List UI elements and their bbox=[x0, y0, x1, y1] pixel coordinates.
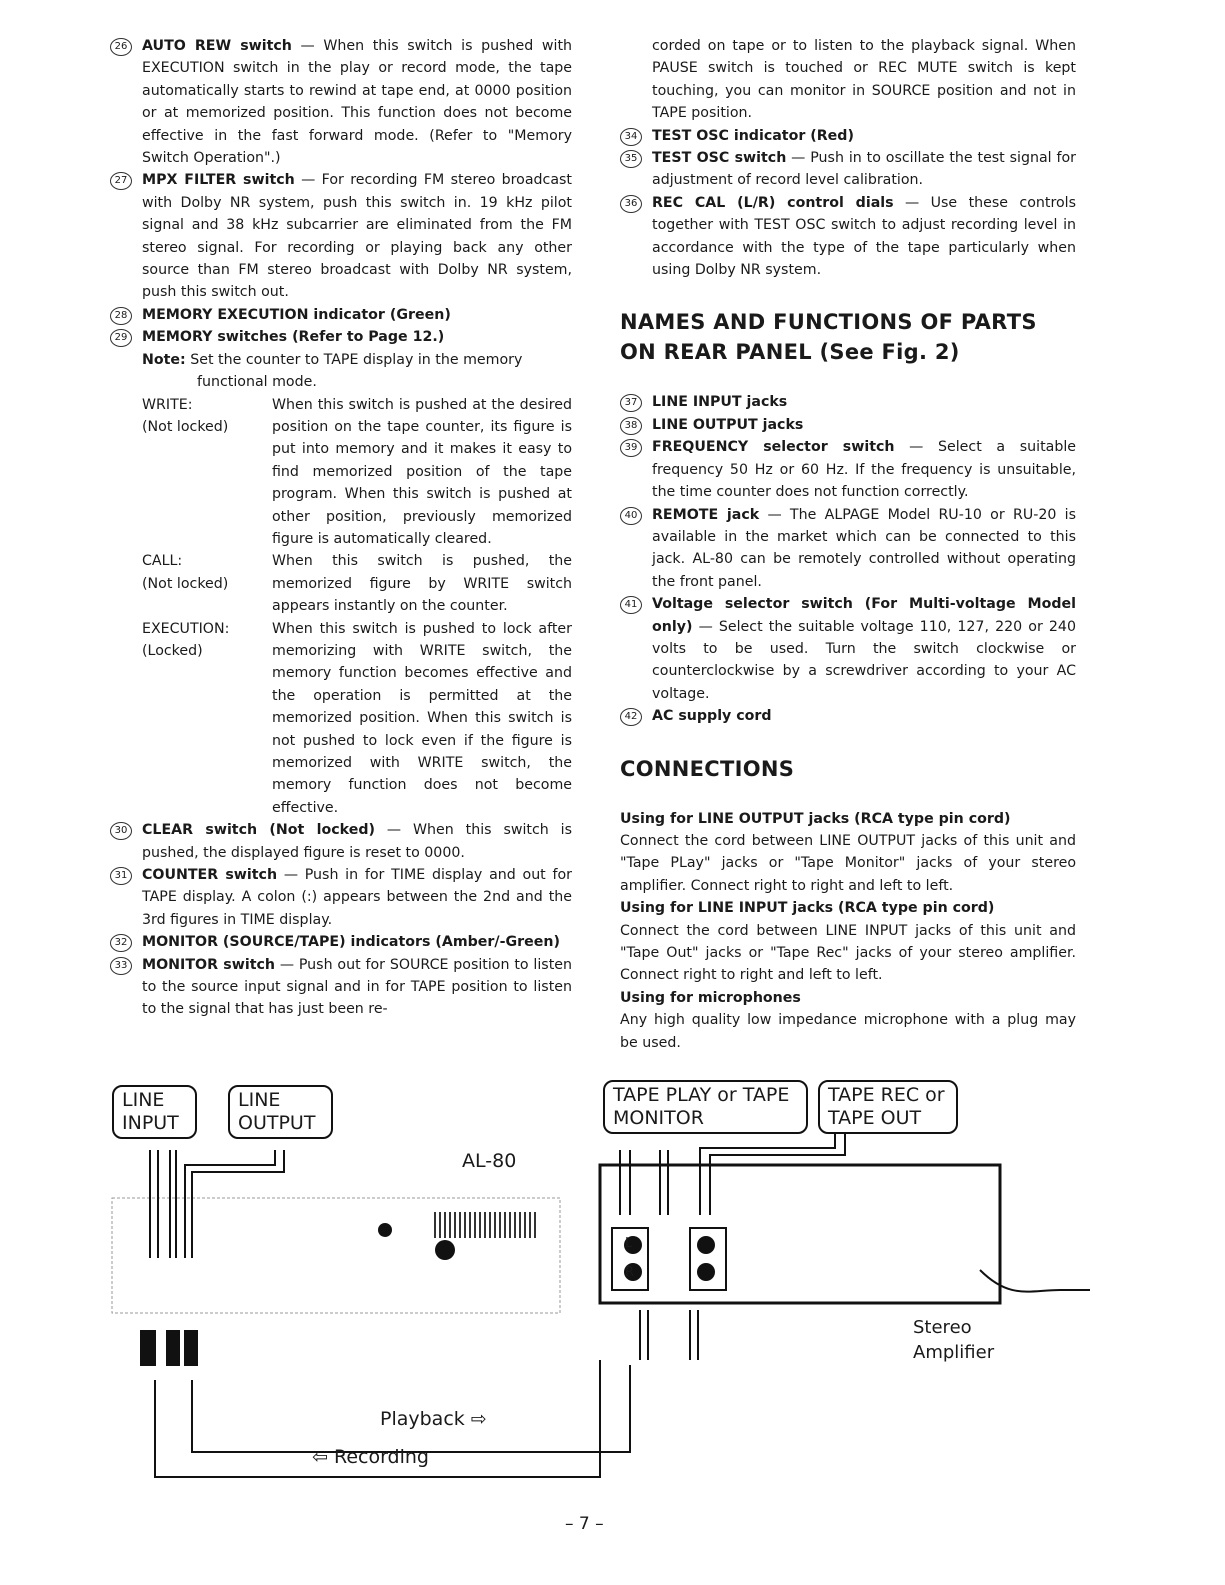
subheading-microphones: Using for microphones bbox=[620, 989, 801, 1006]
item-title: REC CAL (L/R) control dials bbox=[652, 194, 894, 211]
item-number: 26 bbox=[110, 38, 132, 56]
label-model: AL-80 bbox=[462, 1150, 517, 1172]
item-title: MONITOR (SOURCE/TAPE) indicators (Amber/-Green) bbox=[142, 934, 560, 951]
item-number: 28 bbox=[110, 307, 132, 325]
item-number: 35 bbox=[620, 150, 642, 168]
label-playback bbox=[380, 1408, 487, 1430]
item-number: 27 bbox=[110, 172, 132, 190]
al80-rear-panel bbox=[112, 1198, 560, 1313]
item-number: 41 bbox=[620, 596, 642, 614]
paragraph-microphones: Any high quality low impedance microphone with a plug may be used. bbox=[620, 1012, 1076, 1051]
paragraph-line-input: Connect the cord between LINE INPUT jacks of this unit and "Tape Out" jacks or "Tape Rec" jacks of your stereo amplifier. Connect right to right and left to left. bbox=[620, 922, 1076, 984]
mode-lock: (Not locked) bbox=[142, 575, 229, 592]
mode-name: EXECUTION: bbox=[142, 620, 230, 637]
label-tape-play: TAPE PLAY or TAPE MONITOR bbox=[603, 1080, 808, 1134]
item-text: — Push in to oscillate the test signal for adjustment of record level calibration. bbox=[652, 150, 1076, 189]
item-number: 39 bbox=[620, 439, 642, 457]
jack-label-l: L bbox=[625, 1236, 633, 1251]
item-title: MPX FILTER switch bbox=[142, 172, 295, 189]
item-title: REMOTE jack bbox=[652, 506, 760, 523]
page-number: – 7 – bbox=[565, 1514, 604, 1534]
item-number: 34 bbox=[620, 128, 642, 146]
item-title: AC supply cord bbox=[652, 708, 772, 725]
item-text: — For recording FM stereo broadcast with Dolby NR system, push this switch in. 19 kHz pilot signal and 38 kHz subcarrier are eliminated from the FM stereo signal. For recording or playing back any other source than FM stereo broadcast with Dolby NR system, push this switch out. bbox=[142, 172, 572, 301]
mode-desc: When this switch is pushed, the memorized figure by WRITE switch appears instantly on the counter. bbox=[272, 553, 572, 615]
note-label: Note: bbox=[142, 351, 186, 368]
subheading-line-output: Using for LINE OUTPUT jacks (RCA type pin cord) bbox=[620, 810, 1011, 827]
arrow-right-icon: ⇨ bbox=[470, 1408, 487, 1430]
item-title: LINE OUTPUT jacks bbox=[652, 416, 804, 433]
item-title: MEMORY switches (Refer to Page 12.) bbox=[142, 329, 445, 346]
item-title: MONITOR switch bbox=[142, 956, 275, 973]
paragraph-line-output: Connect the cord between LINE OUTPUT jacks of this unit and "Tape PLay" jacks or "Tape Monitor" jacks of your stereo amplifier. Connect right to right and left to left. bbox=[620, 832, 1076, 894]
item-number: 32 bbox=[110, 934, 132, 952]
item-title: Voltage selector switch (For Multi-voltage Model only) bbox=[652, 596, 1076, 635]
label-line-output: LINE OUTPUT bbox=[228, 1085, 333, 1139]
mode-name: WRITE: bbox=[142, 396, 193, 413]
note-text: Set the counter to TAPE display in the memory bbox=[185, 351, 523, 368]
mode-lock: (Locked) bbox=[142, 642, 203, 659]
section-heading-connections: CONNECTIONS bbox=[620, 756, 795, 781]
item-title: LINE INPUT jacks bbox=[652, 394, 788, 411]
item-title: AUTO REW switch bbox=[142, 38, 292, 54]
item-title: MEMORY EXECUTION indicator (Green) bbox=[142, 306, 451, 323]
item-number: 30 bbox=[110, 822, 132, 840]
frequency-selector-knob bbox=[435, 1240, 455, 1260]
item-text: — When this switch is pushed with EXECUTION switch in the play or record mode, the tape automatically starts to rewind at tape end, at 0000 position or at memorized position. This function does not become effective in the fast forward mode. (Refer to "Memory Switch Operation".) bbox=[142, 38, 572, 167]
item-number: 29 bbox=[110, 329, 132, 347]
subheading-line-input: Using for LINE INPUT jacks (RCA type pin cord) bbox=[620, 900, 995, 917]
recording-text: Recording bbox=[333, 1446, 429, 1468]
label-line-input: LINE INPUT bbox=[112, 1085, 197, 1139]
item-text: — Select a suitable frequency 50 Hz or 60 Hz. If the frequency is unsuitable, the time counter does not function correctly. bbox=[652, 439, 1076, 501]
item-number: 42 bbox=[620, 708, 642, 726]
item-title: CLEAR switch (Not locked) bbox=[142, 822, 375, 839]
item-number: 40 bbox=[620, 507, 642, 525]
item-text: — The ALPAGE Model RU-10 or RU-20 is available in the market which can be connected to this jack. AL-80 can be remotely controlled without operating the front panel. bbox=[652, 506, 1076, 590]
mode-lock: (Not locked) bbox=[142, 418, 229, 435]
item-title: COUNTER switch bbox=[142, 867, 278, 884]
label-tape-rec: TAPE REC or TAPE OUT bbox=[818, 1080, 958, 1134]
mode-desc: When this switch is pushed to lock after memorizing with WRITE switch, the memory function becomes effective and the operation is permitted at the memorized position. When this switch is not pushed to lock even if the figure is memorized with WRITE switch, the memory function does not become effective. bbox=[272, 620, 572, 816]
label-recording bbox=[312, 1446, 429, 1468]
arrow-left-icon: ⇦ bbox=[312, 1446, 328, 1468]
jack-label-r: R bbox=[625, 1265, 635, 1280]
item-text: — Use these controls together with TEST OSC switch to adjust recording level in accordance with the type of the tape particularly when using Dolby NR system. bbox=[652, 194, 1076, 279]
item-number: 33 bbox=[110, 957, 132, 975]
mode-name: CALL: bbox=[142, 553, 183, 570]
item-text: — When this switch is pushed, the displayed figure is reset to 0000. bbox=[142, 822, 572, 861]
item-number: 36 bbox=[620, 195, 642, 213]
item-number: 38 bbox=[620, 417, 642, 435]
mode-desc: When this switch is pushed at the desired position on the tape counter, its figure is put into memory and it makes it easy to find memorized position of the tape program. When this switch is pushed at other position, previously memorized figure is automatically cleared. bbox=[272, 396, 572, 547]
section-heading-rear-panel: NAMES AND FUNCTIONS OF PARTS ON REAR PANEL (See Fig. 2) bbox=[620, 310, 1037, 365]
item-33-continued: corded on tape or to listen to the playback signal. When PAUSE switch is touched or REC MUTE switch is kept touching, you can monitor in SOURCE position and not in TAPE position. bbox=[652, 38, 1076, 122]
item-title: TEST OSC switch bbox=[652, 150, 787, 167]
item-text: — Push in for TIME display and out for TAPE display. A colon (:) appears between the 2nd and the 3rd figures in TIME display. bbox=[142, 867, 573, 928]
item-title: TEST OSC indicator (Red) bbox=[652, 127, 854, 144]
playback-text: Playback bbox=[380, 1408, 465, 1430]
item-number: 37 bbox=[620, 394, 642, 412]
item-text: — Push out for SOURCE position to listen to the source input signal and in for TAPE position to listen to the signal that has just been re- bbox=[142, 956, 572, 1018]
note-text-2: functional mode. bbox=[197, 374, 317, 391]
item-text: — Select the suitable voltage 110, 127, 220 or 240 volts to be used. Turn the switch clockwise or counterclockwise by a screwdriver according to your AC voltage. bbox=[652, 618, 1076, 702]
item-number: 31 bbox=[110, 867, 132, 885]
label-stereo-amplifier: Stereo Amplifier bbox=[913, 1317, 995, 1363]
ventilation-slots bbox=[435, 1212, 535, 1238]
item-title: FREQUENCY selector switch bbox=[652, 439, 895, 456]
